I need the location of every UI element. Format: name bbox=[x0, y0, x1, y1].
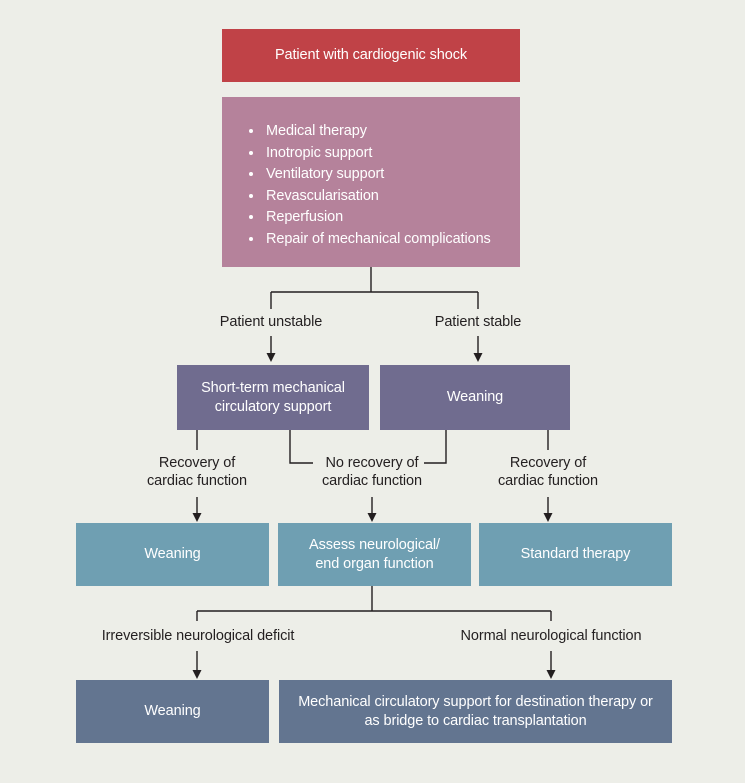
node-short-term-mcs bbox=[177, 365, 369, 430]
node-assess-neurological bbox=[278, 523, 471, 586]
node-standard-therapy bbox=[479, 523, 672, 586]
branch-label-patient-unstable: Patient unstable bbox=[219, 314, 323, 330]
node-cardiogenic-shock-label: Patient with cardiogenic shock bbox=[274, 47, 468, 63]
therapy-item: • Reperfusion bbox=[264, 207, 491, 229]
node-weaning-stable bbox=[380, 365, 570, 430]
branch-label-irreversible-deficit: Irreversible neurological deficit bbox=[101, 628, 295, 644]
branch-label-no-recovery: No recovery of cardiac function bbox=[322, 455, 422, 489]
therapy-item: • Repair of mechanical complications bbox=[264, 229, 491, 251]
therapy-item: • Medical therapy bbox=[264, 121, 491, 143]
node-weaning-stable-label: Weaning bbox=[446, 389, 504, 405]
node-weaning-recovery-label: Weaning bbox=[144, 546, 201, 562]
node-short-term-mcs-label: Short-term mechanical circulatory support bbox=[201, 379, 345, 415]
therapy-item: • Inotropic support bbox=[264, 143, 491, 165]
node-mcs-destination-label: Mechanical circulatory support for destination therapy or as bridge to cardiac transplantation bbox=[298, 693, 653, 729]
branch-label-recovery-left: Recovery of cardiac function bbox=[147, 455, 247, 489]
branch-label-recovery-right: Recovery of cardiac function bbox=[498, 455, 598, 489]
branch-label-normal-function: Normal neurological function bbox=[460, 628, 642, 644]
node-weaning-recovery bbox=[76, 523, 269, 586]
therapy-item: • Revascularisation bbox=[264, 186, 491, 208]
node-initial-therapy bbox=[222, 97, 520, 267]
node-mcs-destination bbox=[279, 680, 672, 743]
therapy-list bbox=[222, 97, 501, 251]
branch-label-patient-stable: Patient stable bbox=[434, 314, 522, 330]
node-weaning-deficit bbox=[76, 680, 269, 743]
node-weaning-deficit-label: Weaning bbox=[144, 703, 201, 719]
node-assess-neurological-label: Assess neurological/ end organ function bbox=[309, 536, 440, 572]
node-cardiogenic-shock bbox=[222, 29, 520, 82]
node-standard-therapy-label: Standard therapy bbox=[520, 546, 631, 562]
therapy-item: • Ventilatory support bbox=[264, 164, 491, 186]
